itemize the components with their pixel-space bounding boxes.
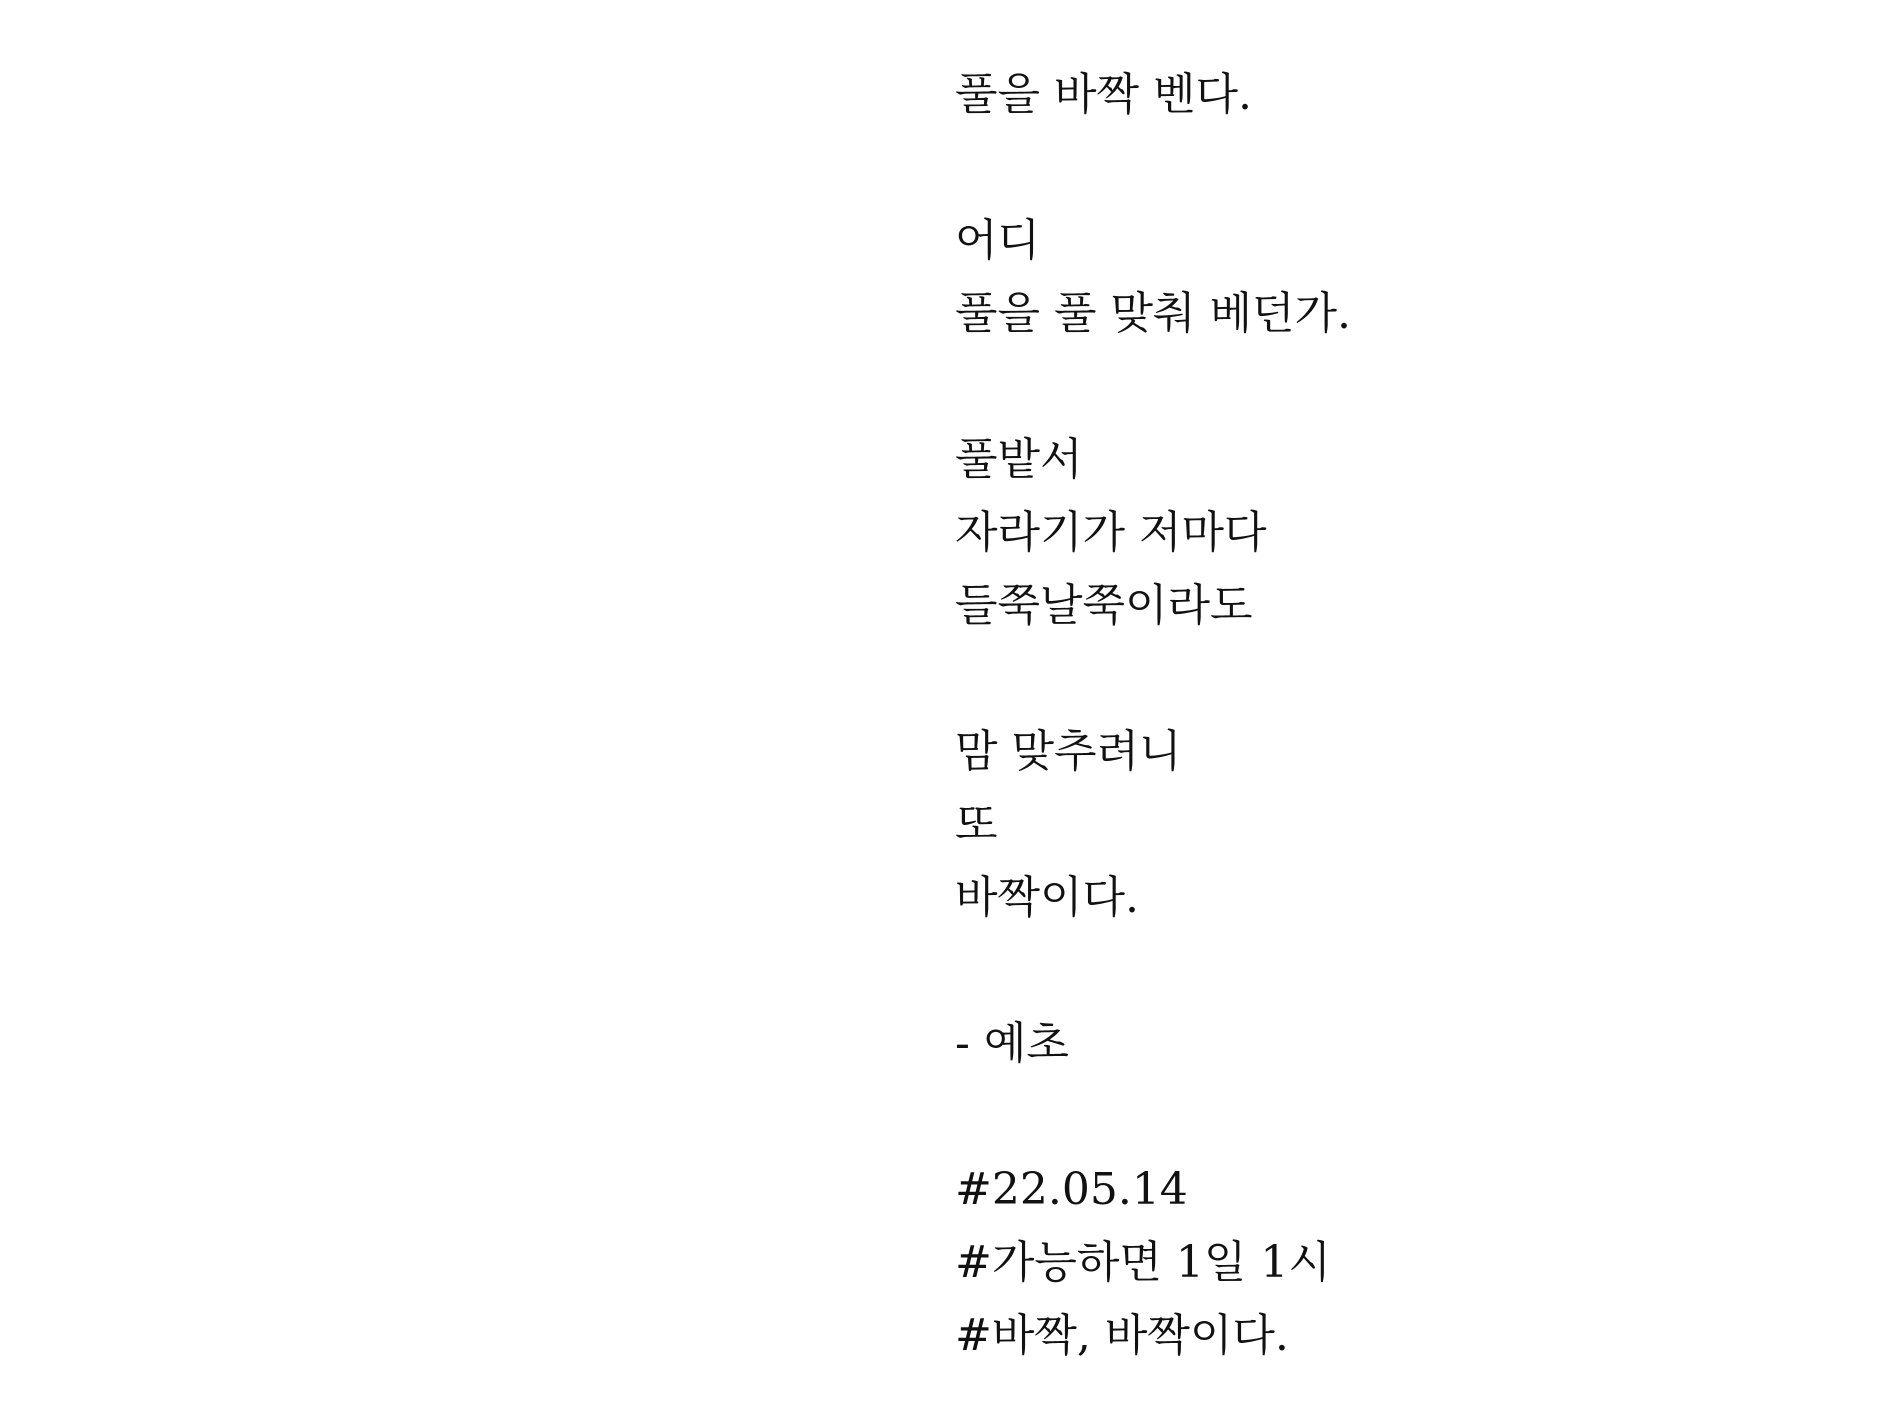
section-gap (955, 1080, 1855, 1153)
poem-line: 어디 (955, 215, 1041, 266)
hashtag: #바짝, 바짝이다. (955, 1310, 1289, 1361)
stanza-gap (955, 350, 1855, 423)
hashtag: #22.05.14 (955, 1164, 1188, 1215)
poem-author: - 예초 (955, 1018, 1069, 1069)
stanza-gap (955, 642, 1855, 715)
poem-line: 맘 맞추려니 (955, 726, 1182, 777)
poem-body (955, 58, 1855, 1372)
stanza-gap (955, 934, 1855, 1007)
poem-line: 풀밭서 (955, 434, 1083, 485)
poem-line: 풀을 풀 맞춰 베던가. (955, 288, 1351, 339)
poem-line: 바짝이다. (955, 872, 1140, 923)
poem-line: 풀을 바짝 벤다. (955, 69, 1252, 120)
stanza-gap (955, 131, 1855, 204)
hashtag: #가능하면 1일 1시 (955, 1237, 1331, 1288)
poem-line: 또 (955, 799, 998, 850)
poem-line: 들쭉날쭉이라도 (955, 580, 1253, 631)
poem-line: 자라기가 저마다 (955, 507, 1267, 558)
